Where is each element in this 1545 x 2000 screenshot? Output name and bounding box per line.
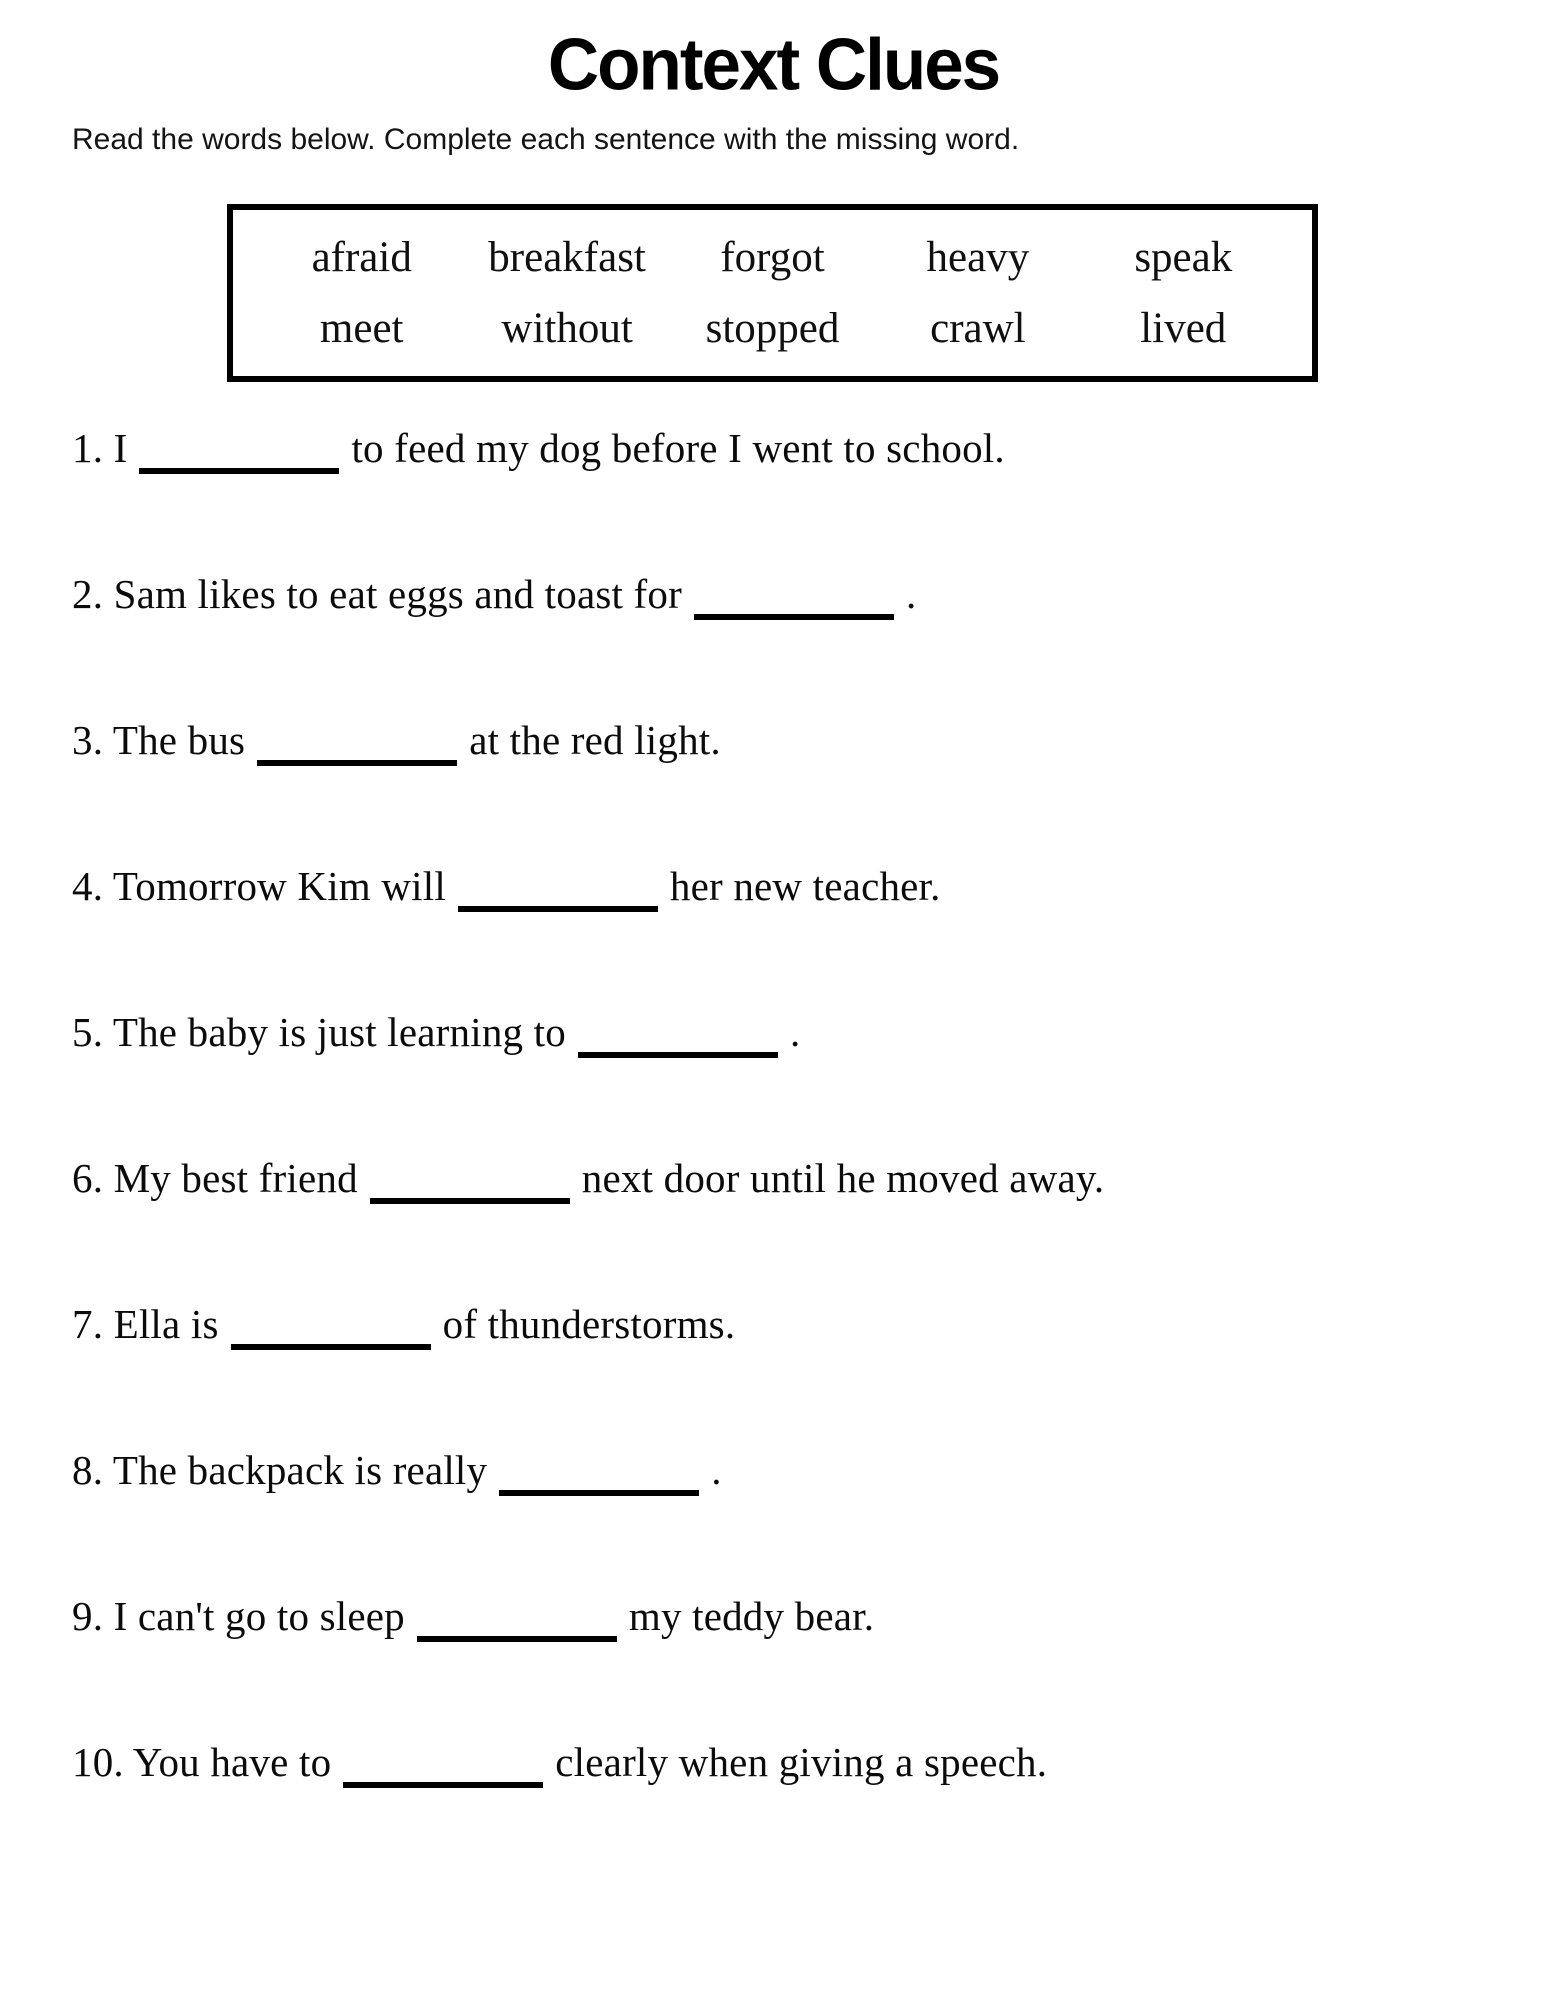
word-bank-word-breakfast: breakfast xyxy=(488,233,646,281)
sentence-1-text-before: 1. I xyxy=(72,424,128,471)
word-bank-word-heavy: heavy xyxy=(926,233,1030,281)
word-bank-box xyxy=(227,204,1318,382)
answer-blank-1 xyxy=(139,430,339,474)
word-bank-row-1 xyxy=(259,222,1286,293)
sentence-3-text-after: at the red light. xyxy=(469,716,721,763)
answer-blank-4 xyxy=(458,868,658,912)
sentence-7 xyxy=(72,1296,1475,1352)
sentence-6-text-after: next door until he moved away. xyxy=(581,1154,1105,1201)
sentence-10 xyxy=(72,1734,1475,1790)
answer-blank-2 xyxy=(694,576,894,620)
word-bank-word-without: without xyxy=(501,304,633,352)
sentence-2-text-before: 2. Sam likes to eat eggs and toast for xyxy=(72,570,682,617)
word-bank-word-meet: meet xyxy=(319,304,404,352)
answer-blank-6 xyxy=(370,1160,570,1204)
answer-blank-5 xyxy=(578,1014,778,1058)
sentence-4-text-before: 4. Tomorrow Kim will xyxy=(72,862,446,909)
sentence-9-text-before: 9. I can't go to sleep xyxy=(72,1592,405,1639)
sentence-9 xyxy=(72,1588,1475,1644)
sentence-2-text-after: . xyxy=(905,570,917,617)
sentence-10-text-before: 10. You have to xyxy=(72,1738,332,1785)
sentence-8-text-after: . xyxy=(711,1446,722,1493)
sentence-4 xyxy=(72,858,1475,914)
sentence-7-text-after: of thunderstorms. xyxy=(442,1300,736,1347)
sentence-7-text-before: 7. Ella is xyxy=(72,1300,219,1347)
sentence-8-text-before: 8. The backpack is really xyxy=(72,1446,488,1493)
answer-blank-10 xyxy=(343,1744,543,1788)
word-bank-row-2 xyxy=(259,293,1286,364)
sentence-4-text-after: her new teacher. xyxy=(669,862,941,909)
instructions-text: Read the words below. Complete each sentence with the missing word. xyxy=(72,122,1020,156)
answer-blank-3 xyxy=(257,722,457,766)
sentence-1 xyxy=(72,420,1475,476)
answer-blank-9 xyxy=(417,1598,617,1642)
sentence-10-text-after: clearly when giving a speech. xyxy=(555,1738,1048,1785)
sentence-9-text-after: my teddy bear. xyxy=(628,1592,875,1639)
answer-blank-7 xyxy=(231,1306,431,1350)
sentence-3 xyxy=(72,712,1475,768)
sentence-8 xyxy=(72,1442,1475,1498)
sentence-1-text-after: to feed my dog before I went to school. xyxy=(351,424,1005,471)
sentence-2 xyxy=(72,566,1475,622)
sentence-list xyxy=(72,420,1475,1790)
answer-blank-8 xyxy=(499,1452,699,1496)
word-bank-word-afraid: afraid xyxy=(311,233,412,281)
word-bank-word-lived: lived xyxy=(1140,304,1227,352)
sentence-5-text-after: . xyxy=(789,1008,801,1055)
sentence-6-text-before: 6. My best friend xyxy=(72,1154,358,1201)
sentence-6 xyxy=(72,1150,1475,1206)
sentence-5-text-before: 5. The baby is just learning to xyxy=(72,1008,566,1055)
word-bank-word-crawl: crawl xyxy=(930,304,1026,352)
word-bank-word-stopped: stopped xyxy=(705,304,840,352)
page-title: Context Clues xyxy=(547,24,1000,107)
sentence-3-text-before: 3. The bus xyxy=(72,716,246,763)
word-bank-word-forgot: forgot xyxy=(720,233,825,281)
sentence-5 xyxy=(72,1004,1475,1060)
word-bank-word-speak: speak xyxy=(1134,233,1233,281)
